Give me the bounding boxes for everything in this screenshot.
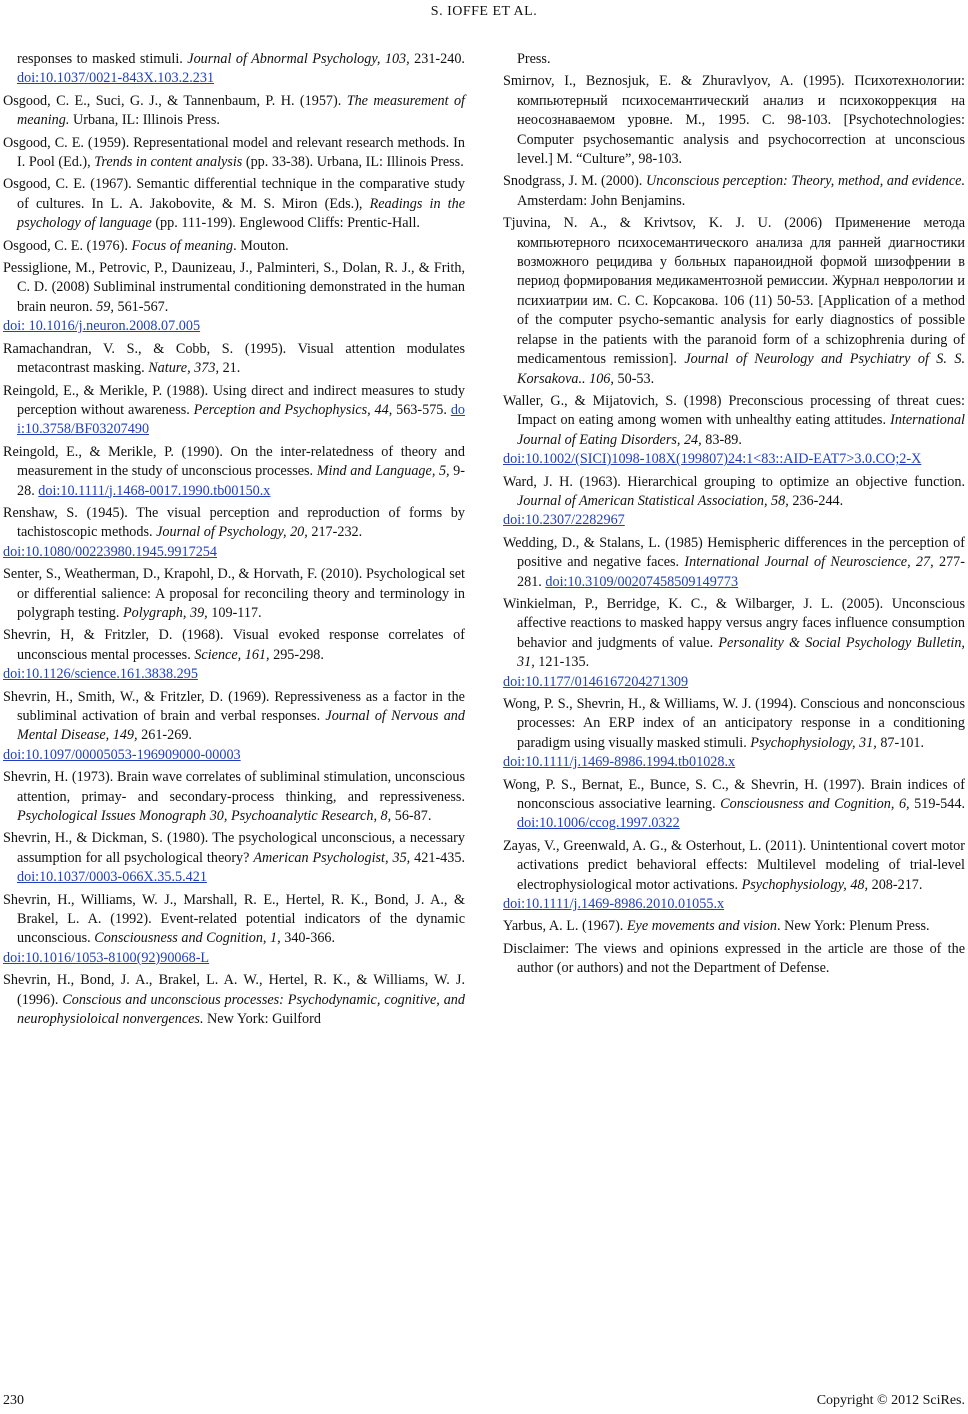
doi-link[interactable]: doi:10.1177/0146167204271309 bbox=[503, 673, 689, 690]
reference-text: Tjuvina, N. A., & Krivtsov, K. J. U. (2006) Применение метода компьютерного психосемантического анализа для ранней диагностики возможного рецидива у больных параноидной формой шизофрении в период формирования медикаментозной ремиссии. Журнал неврологии и психиатрии им. С. С. Корсакова. 106 (11) 50-53. [Application of a method of the computer psycho-semantic analysis for early diagnostics of possible relapse in the patients with the paranoid form of a schizophrenia during of medicamentous remission]. bbox=[503, 215, 965, 368]
reference-pages: (pp. 33-38). Urbana, IL: Illinois Press. bbox=[242, 154, 464, 171]
reference-source-title: American Psychologist, 35, bbox=[253, 849, 411, 866]
doi-link[interactable]: doi:10.1126/science.161.3838.295 bbox=[3, 666, 198, 683]
reference-entry bbox=[3, 891, 465, 969]
reference-entry bbox=[3, 259, 465, 337]
reference-pages: 231-240. bbox=[409, 51, 465, 67]
reference-text: Shevrin, H. (1973). Brain wave correlates of subliminal stimulation, unconscious attention, primay- and secondary-process thinking, and repressiveness. bbox=[3, 769, 465, 805]
reference-source-title: Perception and Psychophysics, 44, bbox=[193, 401, 393, 418]
reference-text: Yarbus, A. L. (1967). bbox=[503, 918, 627, 935]
reference-entry bbox=[3, 829, 465, 887]
left-reference-column bbox=[3, 50, 465, 1033]
reference-text: Shevrin, H, & Fritzler, D. (1968). Visual evoked response correlates of unconscious mental processes. bbox=[3, 627, 465, 663]
reference-source-title: Journal of Psychology, 20, bbox=[156, 524, 308, 541]
page-number: 230 bbox=[3, 1393, 24, 1408]
reference-source-title: Consciousness and Cognition, 6, bbox=[720, 796, 910, 813]
reference-pages: 50-53. bbox=[613, 370, 655, 387]
reference-pages: 87-101. bbox=[876, 734, 925, 751]
reference-text: Shevrin, H., Williams, W. J., Marshall, R. E., Hertel, R. K., Bond, J. A., & Brakel, L. A. (1992). Event-related potential indicators of the dynamic unconscious. bbox=[3, 891, 465, 947]
reference-text: Osgood, C. E. (1967). Semantic differential technique in the comparative study of cultures. In L. A. Jakobovite, & M. S. Miron (Eds.), bbox=[3, 176, 465, 212]
doi-link[interactable]: doi:10.1097/00005053-196909000-00003 bbox=[3, 746, 241, 763]
reference-pages: . New York: Plenum Press. bbox=[777, 918, 930, 935]
reference-entry bbox=[3, 504, 465, 562]
reference-text: Press. bbox=[517, 51, 551, 67]
reference-text: Smirnov, I., Beznosjuk, E. & Zhuravlyov, A. (1995). Психотехнологии: компьютерный психосемантический анализ и психокоррекция на неосознаваемом уровне. М., 1995. С. 98-103. [Psychotechnologies: Computer psychosemantic analysis and psychocorrection at unconscious level.] M. “Culture”, 98-103. bbox=[503, 73, 965, 168]
running-header: S. IOFFE ET AL. bbox=[430, 4, 538, 19]
reference-source-title: Journal of Neurology and Psychiatry of S. S. Korsakova.. 106, bbox=[517, 351, 966, 387]
reference-pages: 295-298. bbox=[269, 646, 324, 663]
reference-text: Renshaw, S. (1945). The visual perception and reproduction of forms by tachistoscopic methods. bbox=[3, 504, 465, 541]
reference-text: Zayas, V., Greenwald, A. G., & Osterhout, L. (2011). Unintentional covert motor activations predict behavioral effects: Multilevel modeling of trial-level electrophysiological motor activations. bbox=[503, 837, 965, 893]
reference-pages: . Mouton. bbox=[233, 237, 289, 254]
reference-entry bbox=[3, 50, 465, 89]
reference-text: Shevrin, H., & Dickman, S. (1980). The psychological unconscious, a necessary assumption for all psychological theory? bbox=[3, 830, 465, 866]
reference-text: Osgood, C. E., Suci, G. J., & Tannenbaum, P. H. (1957). bbox=[3, 92, 347, 109]
reference-pages: 519-544. bbox=[909, 796, 965, 813]
right-reference-column bbox=[503, 50, 965, 982]
reference-entry bbox=[3, 382, 465, 440]
reference-text: Wedding, D., & Stalans, L. (1985) Hemispheric differences in the perception of positive and negative faces. bbox=[503, 534, 965, 571]
reference-pages: 109-117. bbox=[207, 604, 262, 621]
reference-source-title: Psychophysiology, 48, bbox=[741, 876, 869, 893]
doi-link[interactable]: doi:10.2307/2282967 bbox=[503, 512, 625, 529]
reference-source-title: Eye movements and vision bbox=[626, 918, 777, 935]
reference-pages: 217-232. bbox=[307, 524, 363, 541]
reference-source-title: Journal of Abnormal Psychology, 103, bbox=[187, 51, 410, 67]
doi-link[interactable]: doi:10.3109/00207458509149773 bbox=[545, 573, 739, 590]
reference-source-title: Readings in the psychology of language bbox=[17, 195, 466, 232]
reference-entry bbox=[503, 172, 965, 211]
reference-entry bbox=[3, 565, 465, 623]
reference-pages: 83-89. bbox=[701, 431, 742, 448]
reference-pages: 340-366. bbox=[280, 930, 336, 947]
reference-entry bbox=[3, 237, 465, 256]
reference-text: Reingold, E., & Merikle, P. (1988). Using direct and indirect measures to study perception without awareness. bbox=[3, 382, 465, 418]
reference-text: Snodgrass, J. M. (2000). bbox=[503, 173, 646, 190]
doi-link[interactable]: doi:10.1111/j.1468-0017.1990.tb00150.x bbox=[38, 482, 271, 499]
reference-entry bbox=[503, 214, 965, 389]
doi-link[interactable]: doi:10.1002/(SICI)1098-108X(199807)24:1<83::AID-EAT7>3.0.CO;2-X bbox=[503, 451, 922, 468]
reference-pages: 563-575. bbox=[392, 401, 451, 418]
doi-link[interactable]: doi:10.1111/j.1469-8986.1994.tb01028.x bbox=[503, 754, 736, 771]
reference-pages: 56-87. bbox=[391, 808, 432, 825]
reference-pages: 261-269. bbox=[137, 727, 192, 744]
reference-text: Wong, P. S., Shevrin, H., & Williams, W. J. (1994). Conscious and nonconscious processes: An ERP index of an anticipatory response in a conditioning paradigm using visually masked stimuli. bbox=[503, 696, 965, 751]
doi-link[interactable]: doi:10.1037/0021-843X.103.2.231 bbox=[17, 70, 215, 87]
reference-source-title: The measurement of meaning. bbox=[17, 92, 465, 129]
reference-entry bbox=[503, 695, 965, 773]
reference-source-title: International Journal of Neuroscience, 27, bbox=[684, 554, 934, 571]
reference-entry bbox=[3, 175, 465, 233]
reference-source-title: Personality & Social Psychology Bulletin, 31, bbox=[517, 634, 965, 671]
reference-entry bbox=[503, 776, 965, 834]
reference-source-title: International Journal of Eating Disorders, 24, bbox=[517, 412, 965, 448]
reference-entry bbox=[503, 595, 965, 692]
reference-text: Osgood, C. E. (1976). bbox=[3, 237, 132, 254]
reference-text: Osgood, C. E. (1959). Representational model and relevant research methods. In I. Pool (Ed.), bbox=[3, 134, 465, 171]
doi-link[interactable]: doi:10.1080/00223980.1945.9917254 bbox=[3, 543, 217, 560]
reference-source-title: Mind and Language, 5, bbox=[316, 463, 450, 480]
doi-link[interactable]: doi:10.1037/0003-066X.35.5.421 bbox=[17, 869, 207, 886]
reference-text: Disclaimer: The views and opinions expressed in the article are those of the author (or authors) and not the Department of Defense. bbox=[503, 940, 965, 977]
reference-entry bbox=[3, 626, 465, 684]
reference-text: responses to masked stimuli. bbox=[17, 51, 188, 67]
reference-entry bbox=[503, 392, 965, 470]
reference-text: Ward, J. H. (1963). Hierarchical grouping to optimize an objective function. bbox=[503, 473, 965, 490]
doi-link[interactable]: doi:10.3758/BF03207490 bbox=[17, 401, 465, 438]
reference-source-title: Science, 161, bbox=[194, 646, 270, 663]
reference-source-title: Focus of meaning bbox=[131, 237, 234, 254]
reference-source-title: Journal of Nervous and Mental Disease, 149, bbox=[17, 708, 465, 744]
reference-source-title: Psychological Issues Monograph 30, Psychoanalytic Research, 8, bbox=[17, 808, 392, 825]
reference-pages: 21. bbox=[219, 360, 241, 377]
reference-text: Shevrin, H., Smith, W., & Fritzler, D. (1969). Repressiveness as a factor in the subliminal activation of brain and verbal responses. bbox=[3, 688, 465, 724]
reference-pages: 236-244. bbox=[788, 492, 844, 509]
reference-pages: 277-281. bbox=[517, 554, 965, 590]
reference-pages: New York: Guilford bbox=[203, 1011, 321, 1028]
reference-text: Waller, G., & Mijatovich, S. (1998) Preconscious processing of threat cues: Impact on eating among women with unhealthy eating attitudes. bbox=[503, 392, 965, 429]
reference-entry bbox=[3, 971, 465, 1029]
reference-pages: 561-567. bbox=[113, 298, 169, 315]
reference-pages: 121-135. bbox=[534, 654, 590, 671]
reference-source-title: Psychophysiology, 31, bbox=[750, 734, 877, 751]
reference-pages: 9-28. bbox=[17, 463, 465, 499]
reference-entry bbox=[503, 940, 965, 979]
reference-entry bbox=[503, 473, 965, 531]
reference-pages: Amsterdam: John Benjamins. bbox=[517, 192, 686, 209]
reference-entry bbox=[503, 837, 965, 915]
reference-pages: (pp. 111-199). Englewood Cliffs: Prentic-Hall. bbox=[151, 215, 420, 232]
reference-text: Senter, S., Weatherman, D., Krapohl, D., & Horvath, F. (2010). Psychological set or differential salience: A proposal for reconciling theory and terminology in polygraph testing. bbox=[3, 566, 465, 621]
reference-entry bbox=[503, 72, 965, 169]
reference-source-title: Polygraph, 39, bbox=[123, 604, 208, 621]
doi-link[interactable]: doi: 10.1016/j.neuron.2008.07.005 bbox=[3, 318, 201, 335]
reference-entry bbox=[503, 534, 965, 592]
reference-source-title: Conscious and unconscious processes: Psychodynamic, cognitive, and neurophysioloical nonvergences. bbox=[17, 991, 465, 1028]
doi-link[interactable]: doi:10.1006/ccog.1997.0322 bbox=[517, 815, 680, 832]
reference-text: Wong, P. S., Bernat, E., Bunce, S. C., & Shevrin, H. (1997). Brain indices of nonconscious associative learning. bbox=[503, 776, 965, 813]
reference-source-title: 59, bbox=[96, 298, 114, 315]
reference-text: Pessiglione, M., Petrovic, P., Daunizeau, J., Palminteri, S., Dolan, R. J., & Frith, C. D. (2008) Subliminal instrumental conditioning demonstrated in the human brain neuron. bbox=[3, 260, 465, 315]
reference-pages: Urbana, IL: Illinois Press. bbox=[69, 112, 220, 129]
reference-entry bbox=[3, 340, 465, 379]
reference-text: Ramachandran, V. S., & Cobb, S. (1995). Visual attention modulates metacontrast masking. bbox=[3, 340, 465, 377]
reference-source-title: Trends in content analysis bbox=[94, 154, 243, 171]
reference-entry bbox=[3, 92, 465, 131]
reference-pages: 421-435. bbox=[410, 849, 465, 866]
reference-entry bbox=[3, 688, 465, 766]
reference-source-title: Unconscious perception: Theory, method, and evidence. bbox=[645, 173, 965, 190]
reference-entry bbox=[503, 50, 965, 69]
reference-source-title: Journal of American Statistical Association, 58, bbox=[517, 492, 789, 509]
reference-entry bbox=[503, 917, 965, 936]
doi-link[interactable]: doi:10.1016/1053-8100(92)90068-L bbox=[3, 949, 210, 966]
reference-entry bbox=[3, 134, 465, 173]
reference-entry bbox=[3, 443, 465, 501]
reference-text: Shevrin, H., Bond, J. A., Brakel, L. A. W., Hertel, R. K., & Williams, W. J. (1996). bbox=[3, 972, 465, 1008]
reference-source-title: Consciousness and Cognition, 1, bbox=[94, 930, 281, 947]
reference-source-title: Nature, 373, bbox=[148, 360, 220, 377]
copyright-notice: Copyright © 2012 SciRes. bbox=[816, 1393, 965, 1408]
reference-entry bbox=[3, 768, 465, 826]
reference-text: Reingold, E., & Merikle, P. (1990). On the inter-relatedness of theory and measurement in the study of unconscious processes. bbox=[3, 443, 465, 480]
doi-link[interactable]: doi:10.1111/j.1469-8986.2010.01055.x bbox=[503, 896, 725, 913]
reference-text: Winkielman, P., Berridge, K. C., & Wilbarger, J. L. (2005). Unconscious affective reactions to masked happy versus angry faces influence consumption behavior and judgments of value. bbox=[503, 595, 965, 651]
reference-pages: 208-217. bbox=[868, 876, 923, 893]
